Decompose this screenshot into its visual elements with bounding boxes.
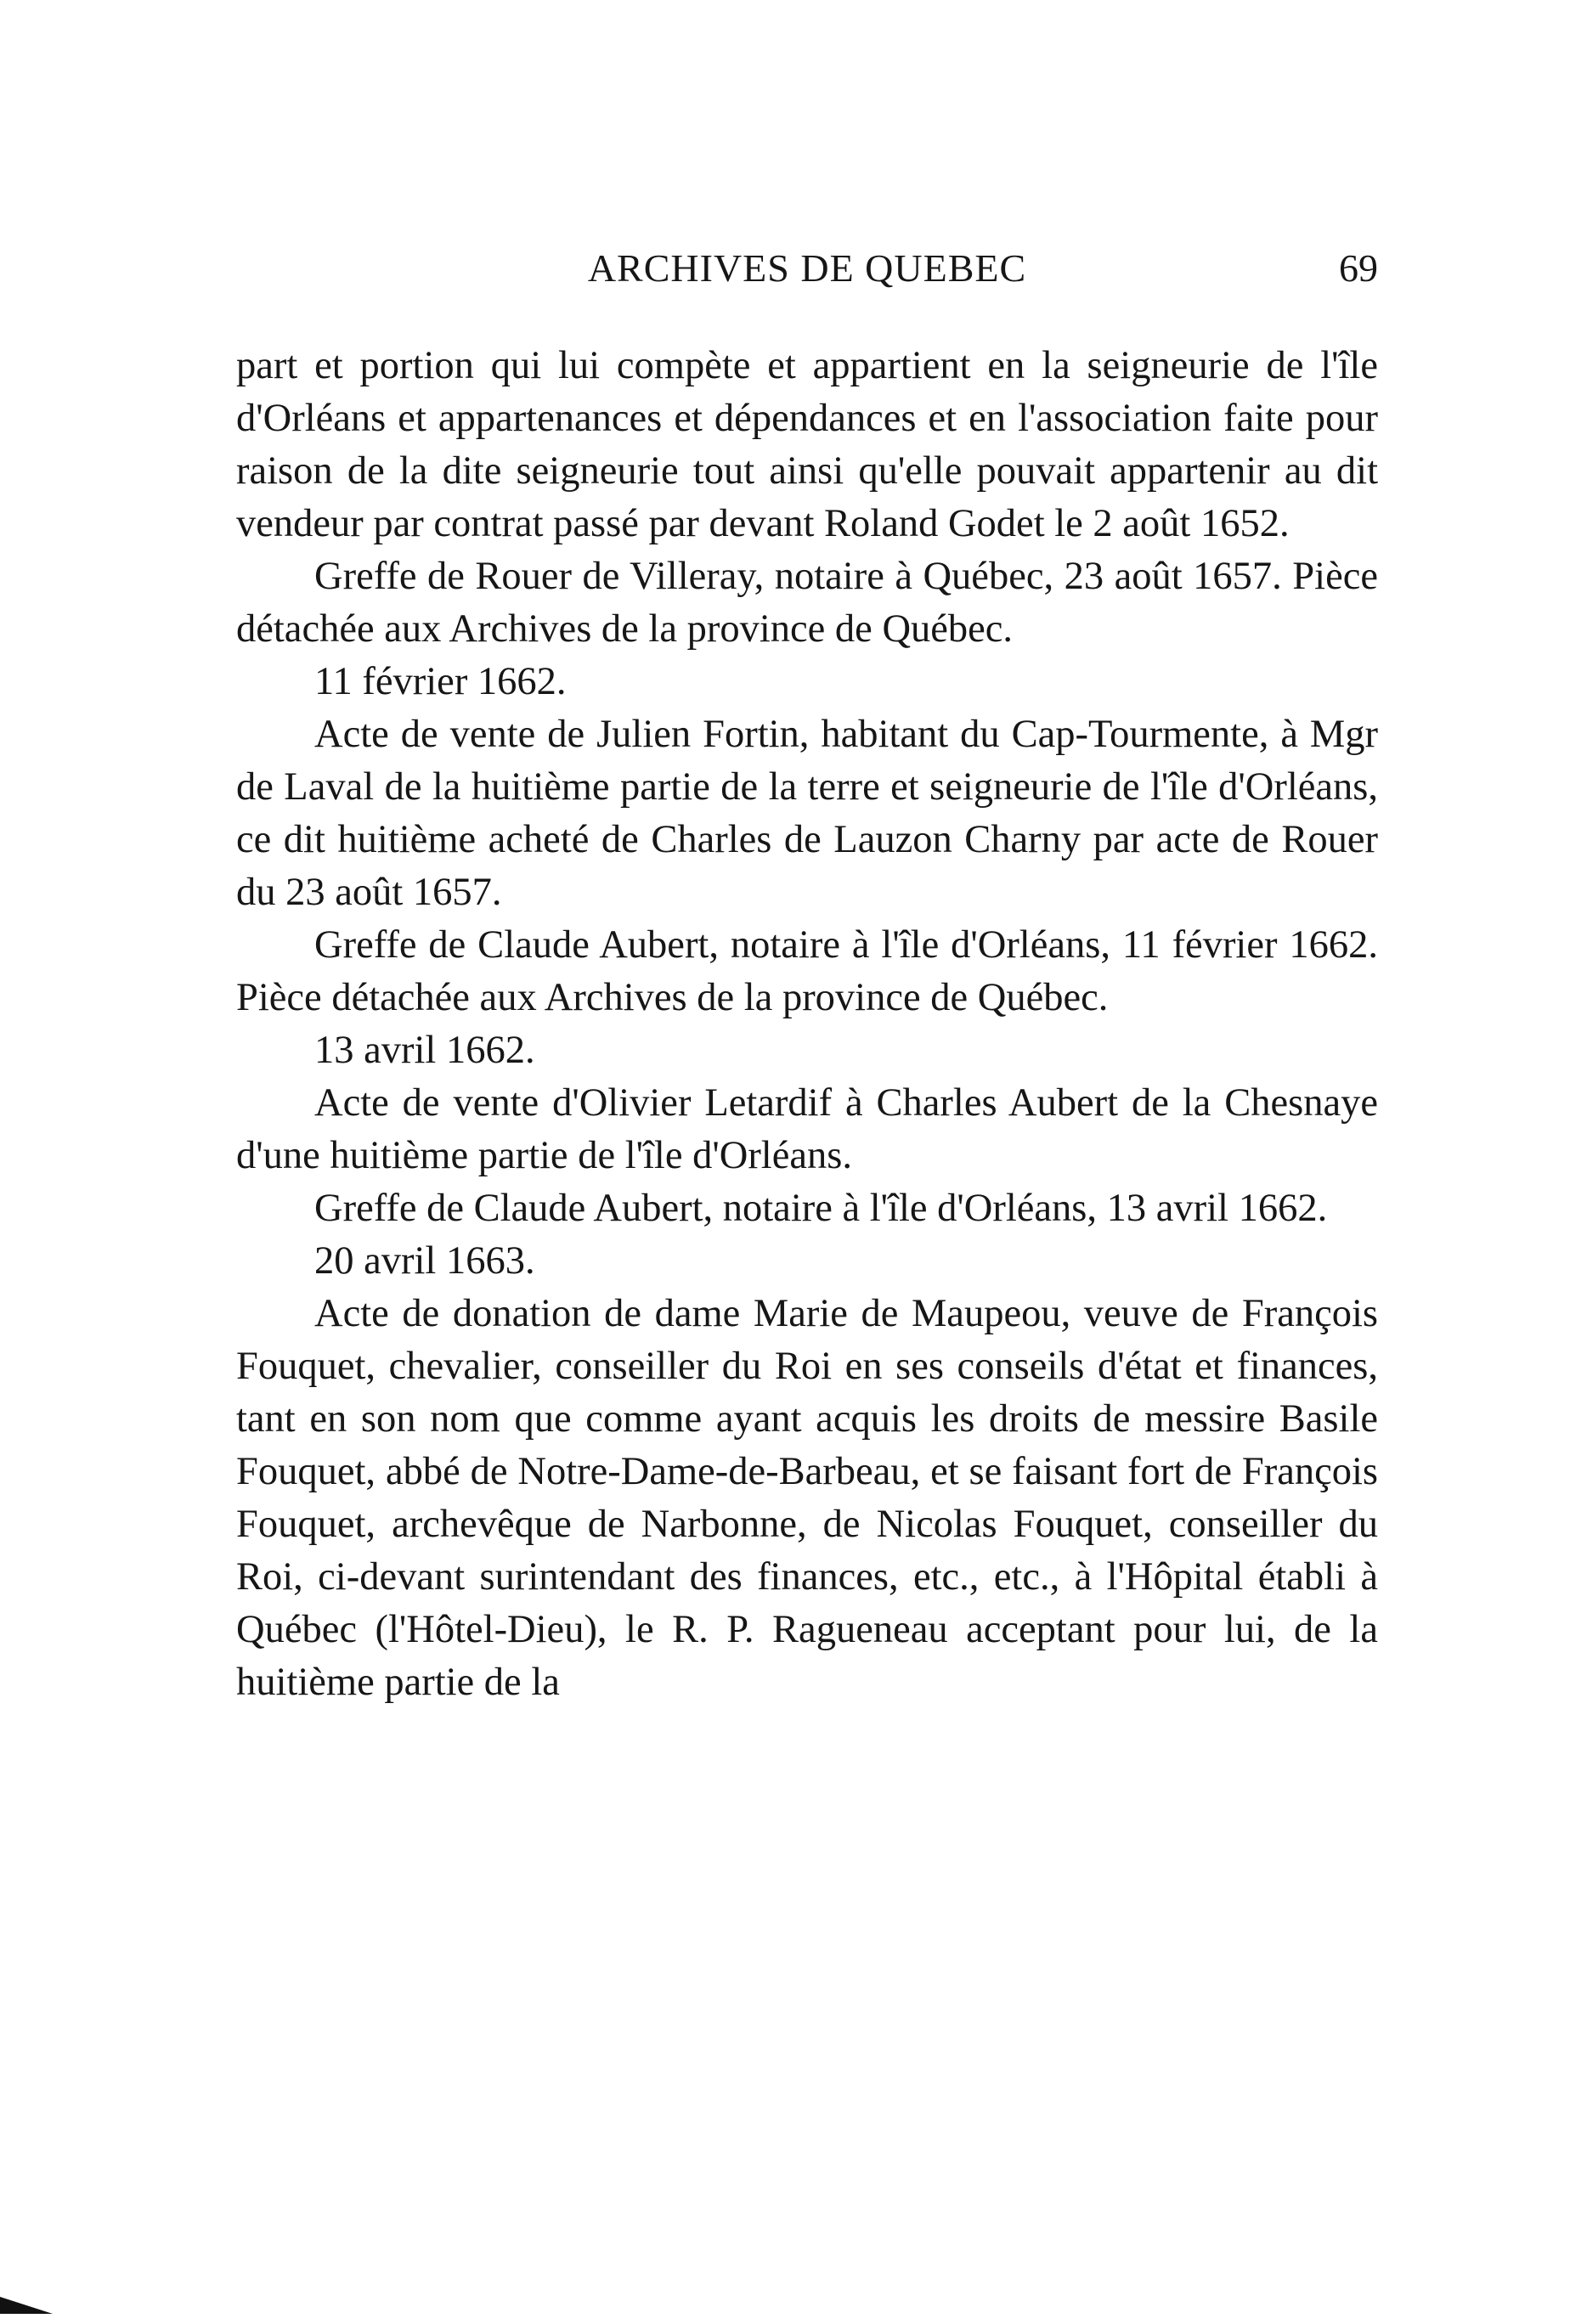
arrow-mark-icon [0,2293,54,2317]
entry-date: 11 février 1662. [314,660,567,703]
paragraph-greffe: Greffe de Claude Aubert, notaire à l'île d'Orléans, 11 février 1662. Pièce détachée aux Archives de la province de Québec. [236,923,1378,1019]
paragraph-continuation: part et portion qui lui compète et appartient en la seigneurie de l'île d'Orléans et appartenances et dépendances et en l'association faite pour raison de la dite seigneurie tout ainsi qu'elle pouvait appartenir au dit vendeur par contrat passé par devant Roland Godet le 2 août 1652. [236,344,1378,545]
page-number: 69 [1339,246,1378,290]
running-head [236,243,1378,294]
body-text [236,340,1378,1709]
paragraph-acte: Acte de vente de Julien Fortin, habitant du Cap-Tourmente, à Mgr de Laval de la huitième partie de la terre et seigneurie de l'île d'Orléans, ce dit huitième acheté de Charles de Lauzon Charny par acte de Rouer du 23 août 1657. [236,713,1378,914]
paragraph-greffe: Greffe de Rouer de Villeray, notaire à Québec, 23 août 1657. Pièce détachée aux Archives de la province de Québec. [236,555,1378,651]
paragraph-acte: Acte de vente d'Olivier Letardif à Charles Aubert de la Chesnaye d'une huitième partie de l'île d'Orléans. [236,1081,1378,1177]
running-title: ARCHIVES DE QUEBEC [587,246,1027,290]
paragraph-acte: Acte de donation de dame Marie de Maupeou, veuve de François Fouquet, chevalier, conseiller du Roi en ses conseils d'état et finances, tant en son nom que comme ayant acquis les droits de messire Basile Fouquet, abbé de Notre-Dame-de-Barbeau, et se faisant fort de François Fouquet, archevêque de Narbonne, de Nicolas Fouquet, conseiller du Roi, ci-devant surintendant des finances, etc., etc., à l'Hôpital établi à Québec (l'Hôtel-Dieu), le R. P. Ragueneau acceptant pour lui, de la huitième partie de la [236,1292,1378,1704]
paragraph-greffe: Greffe de Claude Aubert, notaire à l'île d'Orléans, 13 avril 1662. [314,1187,1328,1230]
entry-date: 20 avril 1663. [314,1239,535,1283]
entry-date: 13 avril 1662. [314,1029,535,1072]
